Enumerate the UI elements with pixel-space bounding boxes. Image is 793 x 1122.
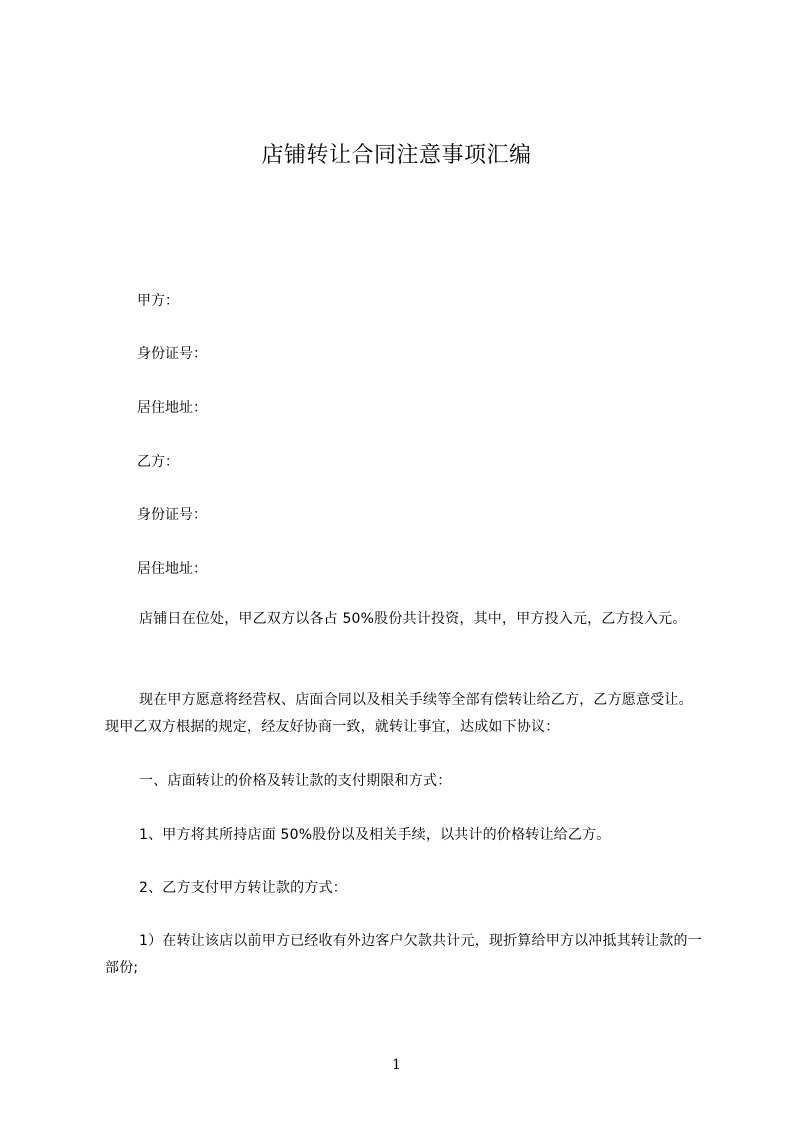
party-a-label: 甲方： xyxy=(137,293,179,309)
page-number: 1 xyxy=(392,1057,401,1073)
party-a-address-label: 居住地址： xyxy=(137,400,207,416)
party-b-address-label: 居住地址： xyxy=(137,561,207,577)
paragraph-transfer-intent: 现在甲方愿意将经营权、店面合同以及相关手续等全部有偿转让给乙方，乙方愿意受让。现甲乙双方根据的规定，经友好协商一致，就转让事宜，达成如下协议： xyxy=(105,692,693,735)
clause-1: 1、甲方将其所持店面 50%股份以及相关手续，以共计的价格转让给乙方。 xyxy=(139,827,611,843)
section-heading-price-payment: 一、店面转让的价格及转让款的支付期限和方式： xyxy=(139,773,452,789)
party-b-id-label: 身份证号： xyxy=(137,507,207,523)
party-a-id-label: 身份证号： xyxy=(137,346,207,362)
clause-2-1: 1）在转让该店以前甲方已经收有外边客户欠款共计元，现折算给甲方以冲抵其转让款的一部份; xyxy=(105,933,702,976)
party-b-label: 乙方： xyxy=(137,454,179,470)
document-title: 店铺转让合同注意事项汇编 xyxy=(261,143,532,168)
clause-2: 2、乙方支付甲方转让款的方式： xyxy=(139,880,347,896)
paragraph-investment: 店铺日在位处，甲乙双方以各占 50%股份共计投资，其中，甲方投入元，乙方投入元。 xyxy=(139,611,687,627)
